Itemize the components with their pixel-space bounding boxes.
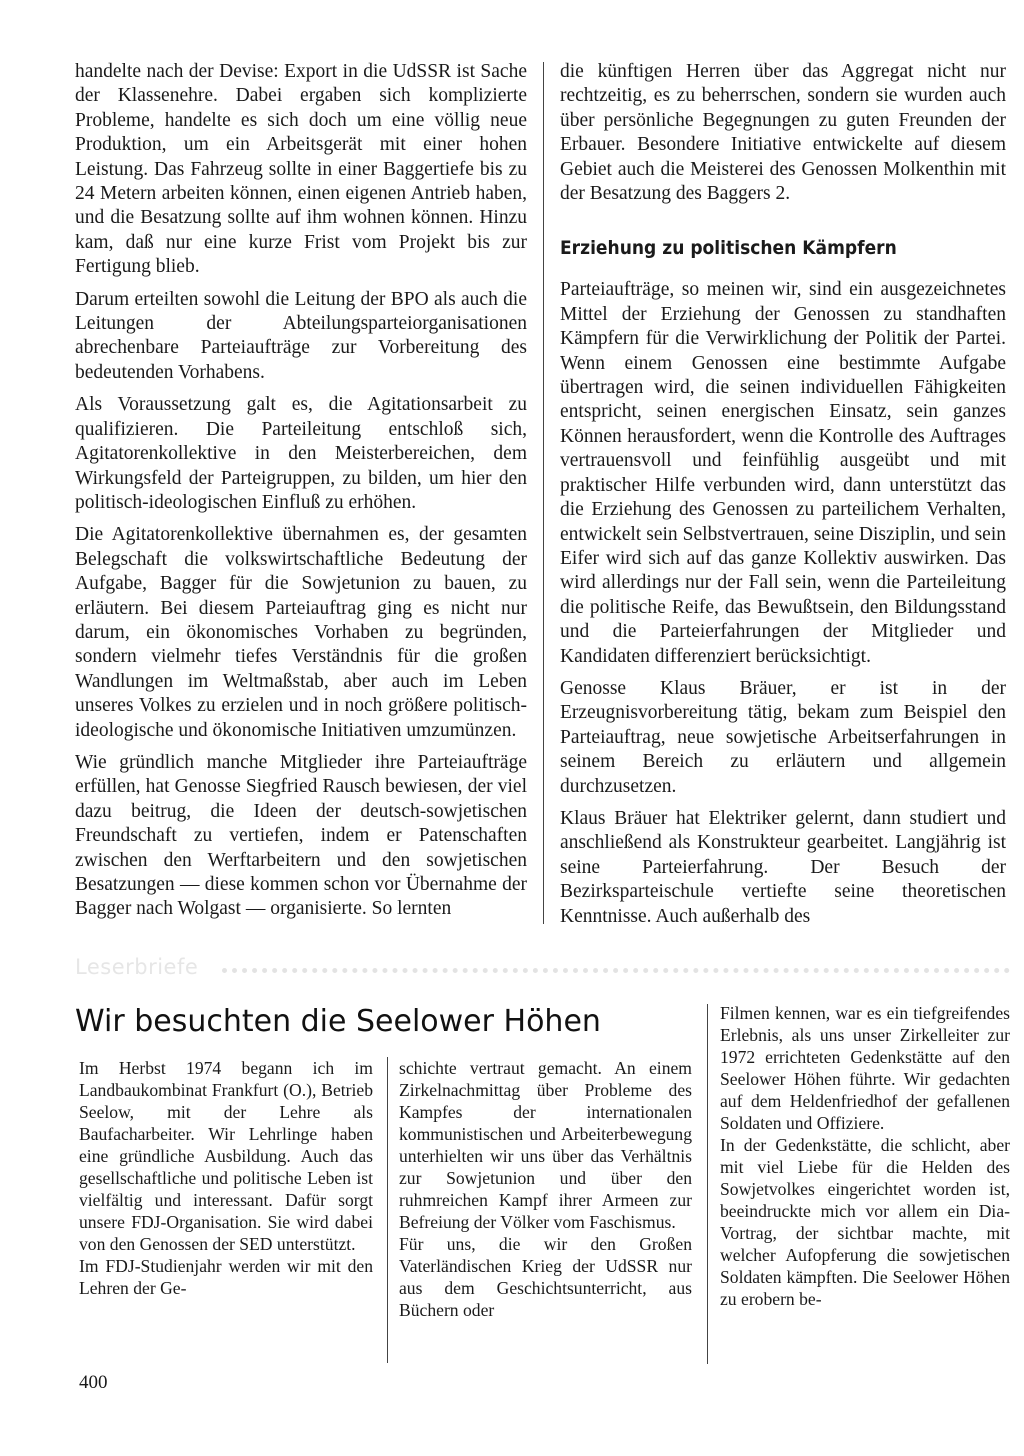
article-paragraph: handelte nach der Devise: Export in die UdSSR ist Sache der Klassenehre. Dabei ergaben sich komplizierte Probleme, handelte es sich doch um eine völlig neue Produktion, um ein Arbeitsgerät mit einer hohen Leistung. Das Fahrzeug sollte in einer Baggertiefe bis zu 24 Metern arbeiten können, einen eigenen Antrieb haben, und die Besatzung sollte auf ihm wohnen können. Hinzu kam, daß nur eine kurze Frist vom Projekt bis zur Fertigung blieb. <box>75 61 527 278</box>
article-paragraph: Darum erteilten sowohl die Leitung der BPO als auch die Leitungen der Abteilungsparteiorganisationen abrechenbare Parteiaufträge zur Vorbereitung des bedeutenden Vorhabens. <box>75 288 527 383</box>
section-label: Leserbriefe <box>75 955 199 979</box>
letter-paragraph: schichte vertraut gemacht. An einem Zirkelnachmittag über Probleme des Kampfes der internationalen kommunistischen und Arbeiterbewegung unterhielten wir uns über das Verhältnis zur Sowjetunion und über den ruhmreichen Kampf ihrer Armeen zur Befreiung der Völker vom Faschismus. <box>399 1058 692 1232</box>
article-right-column <box>560 60 1006 937</box>
letter-paragraph: Im FDJ-Studienjahr werden wir mit den Lehren der Ge- <box>79 1256 373 1298</box>
letter-column-3 <box>720 1002 1010 1310</box>
letter-title: Wir besuchten die Seelower Höhen <box>75 1004 601 1039</box>
letter-paragraph: Filmen kennen, war es ein tiefgreifendes Erlebnis, als uns unser Zirkelleiter zur 1972 errichteten Gedenkstätte auf den Seelower Höhen führte. Wir gedachten auf dem Heldenfriedhof der gefallenen Soldaten und Offiziere. <box>720 1003 1010 1133</box>
article-paragraph: die künftigen Herren über das Aggregat nicht nur rechtzeitig, es zu beherrschen, sondern sie wurden auch über persönliche Begegnungen zu guten Freunden der Erbauer. Besondere Initiative entwickelte auf diesem Gebiet auch die Meisterei des Genossen Molkenthin mit der Besatzung des Baggers 2. <box>560 61 1006 205</box>
article-paragraph: Die Agitatorenkollektive übernahmen es, der gesamten Belegschaft die volkswirtschaftliche Bedeutung der Aufgabe, Bagger für die Sowjetunion zu bauen, zu erläutern. Bei diesem Parteiauftrag ging es nicht nur darum, ein ökonomisches Vorhaben zu begründen, sondern vielmehr tiefes Verständnis für die großen Wandlungen im Weltmaßstab, aber auch im Leben unseres Volkes zu erzielen und in noch größere politisch-ideologische und ökonomische Initiativen umzumünzen. <box>75 524 527 741</box>
article-paragraph: Genosse Klaus Bräuer, er ist in der Erzeugnisvorbereitung tätig, bekam zum Beispiel den Parteiauftrag, neue sowjetische Arbeitserfahrungen in seinem Bereich zu erläutern und allgemein durchzusetzen. <box>560 677 1006 797</box>
letter-paragraph: Für uns, die wir den Großen Vaterländischen Krieg der UdSSR nur aus dem Geschichtsunterricht, aus Büchern oder <box>399 1234 692 1320</box>
article-paragraph: Wie gründlich manche Mitglieder ihre Parteiaufträge erfüllen, hat Genosse Siegfried Rausch bewiesen, der viel dazu beitrug, die Ideen der deutsch-sowjetischen Freundschaft zu vertiefen, indem er Patenschaften zwischen den Werftarbeitern und den sowjetischen Besatzungen — diese kommen schon vor Übernahme der Bagger nach Wolgast — organisierte. So lernten <box>75 751 527 920</box>
letter-paragraph: Im Herbst 1974 begann ich im Landbaukombinat Frankfurt (O.), Betrieb Seelow, mit der Lehre als Baufacharbeiter. Wir Lehrlinge haben eine gründliche Ausbildung. Auch das gesellschaftliche und politische Leben ist vielfältig und interessant. Dafür sorgt unsere FDJ-Organisation. Sie wird dabei von den Genossen der SED unterstützt. <box>79 1058 373 1254</box>
article-left-column <box>75 60 527 930</box>
article-subheading: Erziehung zu politischen Kämpfern <box>560 237 897 260</box>
page-number: 400 <box>79 1372 108 1393</box>
section-divider <box>222 968 1010 973</box>
letter-column-1 <box>79 1057 373 1299</box>
column-divider <box>707 1004 708 1364</box>
letter-column-2 <box>399 1057 692 1321</box>
column-divider <box>387 1057 388 1363</box>
article-paragraph: Klaus Bräuer hat Elektriker gelernt, dann studiert und anschließend als Konstrukteur gearbeitet. Langjährig ist seine Parteierfahrung. Der Besuch der Bezirksparteischule vertiefte seine theoretischen Kenntnisse. Auch außerhalb des <box>560 807 1006 927</box>
column-divider <box>543 62 544 924</box>
letter-paragraph: In der Gedenkstätte, die schlicht, aber mit viel Liebe für die Helden des Sowjetvolkes eingerichtet worden ist, beeindruckte mich vor allem ein Dia-Vortrag, der sichtbar machte, mit welcher Aufopferung die sowjetischen Soldaten kämpften. Die Seelower Höhen zu erobern be- <box>720 1135 1010 1309</box>
article-paragraph: Als Voraussetzung galt es, die Agitationsarbeit zu qualifizieren. Die Parteileitung entschloß sich, Agitatorenkollektive in den Meisterbereichen, dem Wirkungsfeld der Parteigruppen, zu bilden, um hier den politisch-ideologischen Einfluß zu erhöhen. <box>75 394 527 513</box>
article-paragraph: Parteiaufträge, so meinen wir, sind ein ausgezeichnetes Mittel der Erziehung der Genossen zu standhaften Kämpfern für die Verwirklichung der Politik der Partei. Wenn einem Genossen eine bestimmte Aufgabe übertragen wird, die seinen individuellen Fähigkeiten entspricht, seinen energischen Einsatz, sein ganzes Können herausfordert, wenn die Kontrolle des Auftrages vertrauensvoll und feinfühlig ausgeübt und mit praktischer Hilfe verbunden wird, dann unterstützt das die Erziehung des Genossen zu parteilichem Verhalten, entwickelt sein Selbstvertrauen, seine Disziplin, und sein Eifer wird sich auf das ganze Kollektiv auswirken. Das wird allerdings nur der Fall sein, wenn die Parteileitung die politische Reife, das Bewußtsein, den Bildungsstand und die Parteierfahrungen der Mitglieder und Kandidaten differenziert berücksichtigt. <box>560 279 1006 667</box>
